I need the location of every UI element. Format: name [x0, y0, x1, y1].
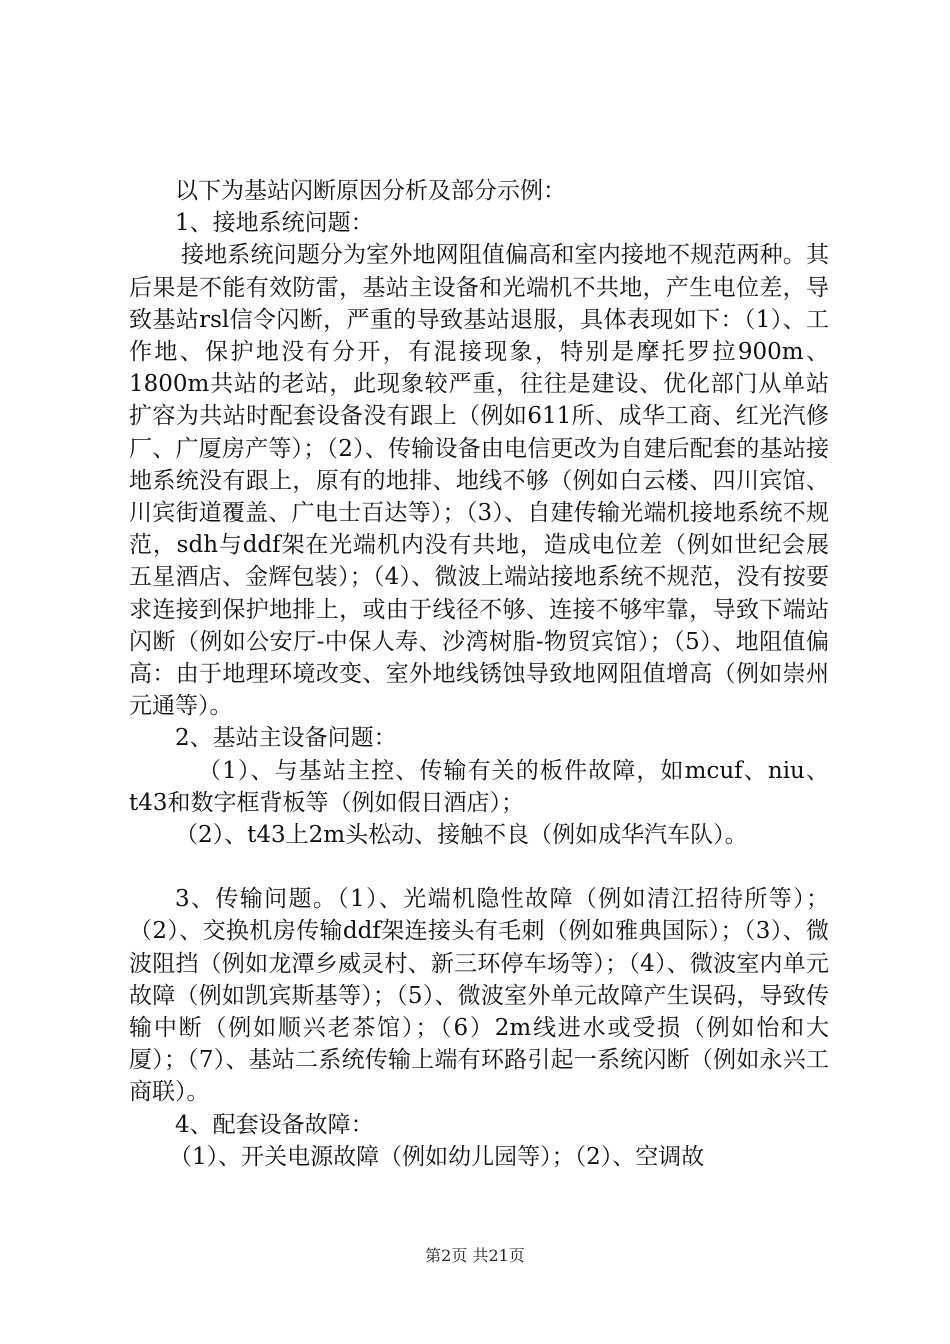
section-heading-main-equipment: 2、基站主设备问题：	[175, 725, 397, 752]
main-equipment-item-1: （1）、与基站主控、传输有关的板件故障，如mcuf、niu、t43和数字框背板等（例如假日酒店）；	[129, 757, 829, 816]
intro-paragraph: 以下为基站闪断原因分析及部分示例：	[175, 178, 566, 204]
paragraph-spacer	[129, 851, 829, 883]
document-body	[129, 175, 829, 1173]
section-heading-ancillary: 4、配套设备故障：	[175, 1111, 374, 1138]
transmission-paragraph: 3、传输问题。（1）、光端机隐性故障（例如清江招待所等）；（2）、交换机房传输ddf架连接头有毛刺（例如雅典国际）；（3）、微波阻挡（例如龙潭乡威灵村、新三环停车场等）；（4）、微波室内单元故障（例如凯宾斯基等）；（5）、微波室外单元故障产生误码，导致传输中断（例如顺兴老茶馆）；（6）2m线进水或受损（例如怡和大厦）；（7）、基站二系统传输上端有环路引起一系统闪断（例如永兴工商联）。	[129, 886, 829, 1106]
section-heading-grounding: 1、接地系统问题：	[175, 210, 374, 237]
main-equipment-item-2: （2）、t43上2m头松动、接触不良（例如成华汽车队）。	[175, 822, 748, 849]
grounding-paragraph: 接地系统问题分为室外地网阻值偏高和室内接地不规范两种。其后果是不能有效防雷，基站主设备和光端机不共地，产生电位差，导致基站rsl信令闪断，严重的导致基站退服，具体表现如下：（1）、工作地、保护地没有分开，有混接现象，特别是摩托罗拉900m、1800m共站的老站，此现象较严重，往往是建设、优化部门从单站扩容为共站时配套设备没有跟上（例如611所、成华工商、红光汽修厂、广厦房产等）；（2）、传输设备由电信更改为自建后配套的基站接地系统没有跟上，原有的地排、地线不够（例如白云楼、四川宾馆、川宾街道覆盖、广电士百达等）；（3）、自建传输光端机接地系统不规范，sdh与ddf架在光端机内没有共地，造成电位差（例如世纪会展五星酒店、金辉包装）；（4）、微波上端站接地系统不规范，没有按要求连接到保护地排上，或由于线径不够、连接不够牢靠，导致下端站闪断（例如公安厅-中保人寿、沙湾树脂-物贸宾馆）；（5）、地阻值偏高：由于地理环境改变、室外地线锈蚀导致地网阻值增高（例如崇州元通等）。	[129, 242, 829, 720]
ancillary-paragraph: （1）、开关电源故障（例如幼儿园等）；（2）、空调故	[169, 1143, 705, 1170]
page-footer: 第2页 共21页	[425, 1246, 525, 1265]
